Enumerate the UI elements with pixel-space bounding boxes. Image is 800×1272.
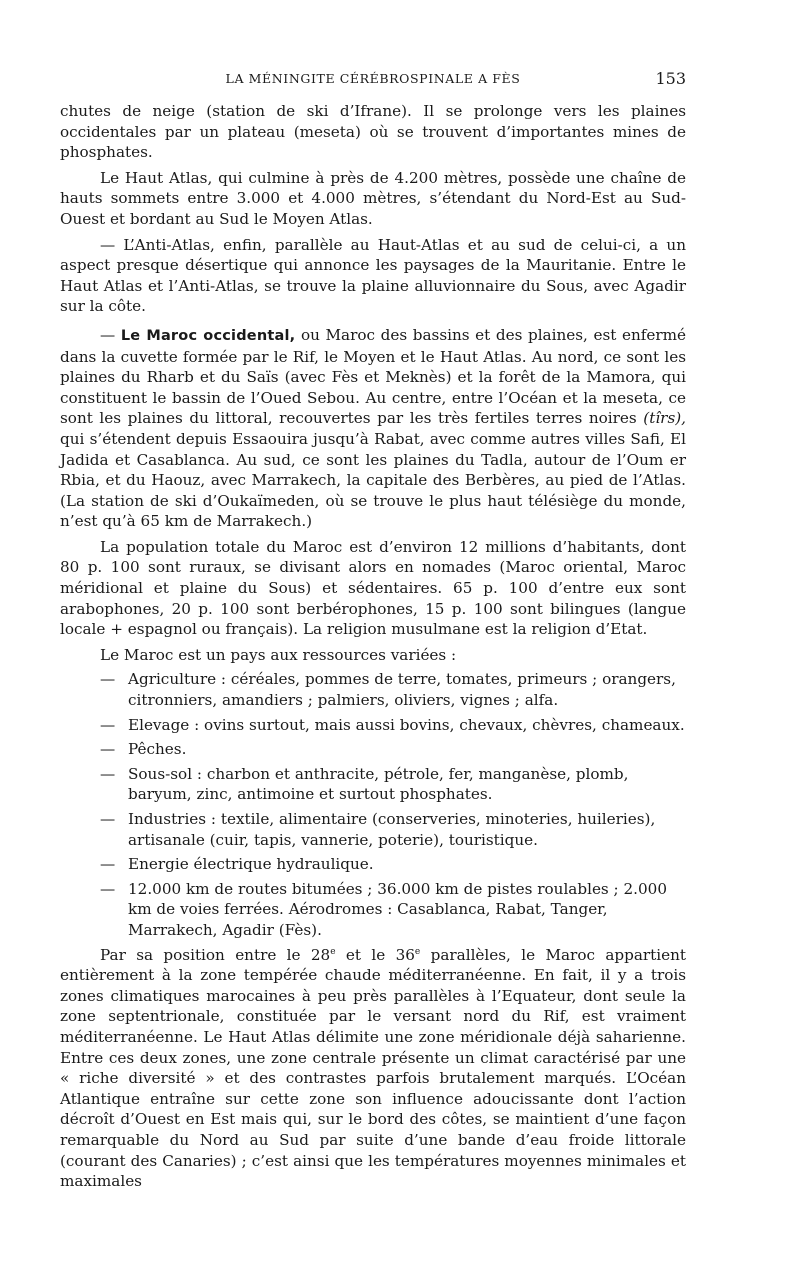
italic-term: (tîrs),	[643, 409, 686, 428]
paragraph-resources-intro: Le Maroc est un pays aux ressources variées :	[100, 645, 457, 664]
list-item-text: Energie électrique hydraulique.	[128, 855, 374, 874]
list-item	[60, 669, 686, 710]
list-item-text: Agriculture : céréales, pommes de terre, tomates, primeurs ; orangers, citronniers, amandiers ; palmiers, oliviers, vignes ; alfa.	[128, 670, 676, 710]
list-dash: —	[100, 715, 116, 734]
body-text	[60, 101, 686, 1192]
list-item-text: 12.000 km de routes bitumées ; 36.000 km de pistes roulables ; 2.000 km de voies ferrées. Aérodromes : Casablanca, Rabat, Tanger, Marrakech, Agadir (Fès).	[128, 879, 667, 939]
page-number: 153	[655, 69, 686, 88]
list-dash: —	[100, 879, 116, 898]
paragraph-continuation: chutes de neige (station de ski d’Ifrane). Il se prolonge vers les plaines occidentales par un plateau (meseta) où se trouvent d’importantes mines de phosphates.	[60, 102, 686, 162]
list-item	[60, 809, 686, 850]
book-page	[60, 66, 686, 1197]
paragraph-climate	[60, 945, 686, 1192]
list-dash: —	[100, 670, 116, 689]
list-item-text: Sous-sol : charbon et anthracite, pétrole, fer, manganèse, plomb, baryum, zinc, antimoine et surtout phosphates.	[128, 764, 629, 804]
list-item	[60, 764, 686, 805]
paragraph-text-part2: et le 36	[335, 945, 415, 964]
list-item	[60, 879, 686, 941]
resources-list	[60, 669, 686, 940]
ordinal-superscript: e	[414, 946, 421, 957]
paragraph-maroc-occidental	[60, 325, 686, 532]
list-item-text: Pêches.	[128, 740, 187, 759]
paragraph-anti-atlas: — L’Anti-Atlas, enfin, parallèle au Haut-Atlas et au sud de celui-ci, a un aspect presque désertique qui annonce les paysages de la Mauritanie. Entre le Haut Atlas et l’Anti-Atlas, se trouve la plaine alluvionnaire du Sous, avec Agadir sur la côte.	[60, 235, 686, 316]
list-item-text: Elevage : ovins surtout, mais aussi bovins, chevaux, chèvres, chameaux.	[128, 715, 685, 734]
running-title: LA MÉNINGITE CÉRÉBROSPINALE A FÈS	[225, 71, 521, 86]
list-dash: —	[100, 855, 116, 874]
list-item-text: Industries : textile, alimentaire (conserveries, minoteries, huileries), artisanale (cuir, tapis, vannerie, poterie), touristique.	[128, 810, 656, 849]
list-item	[60, 854, 686, 875]
list-dash: —	[100, 740, 116, 759]
ordinal-superscript: e	[330, 946, 336, 957]
paragraph-text-part2: qui s’étendent depuis Essaouira jusqu’à Rabat, avec comme autres villes Safi, El Jadida et Casablanca. Au sud, ce sont les plaines du Tadla, autour de l’Oum er Rbia, et du Haouz, avec Marrakech, la capitale des Berbères, au pied de l’Atlas. (La station de ski d’Oukaïmeden, où se trouve le plus haut télésiège du monde, n’est qu’à 65 km de Marrakech.)	[60, 429, 686, 531]
section-lead-heading: Le Maroc occidental,	[120, 327, 296, 344]
paragraph-text-part3: parallèles, le Maroc appartient entièrement à la zone tempérée chaude méditerranéenne. En fait, il y a trois zones climatiques marocaines à peu près parallèles à l’Equateur, dont seule la zone septentrionale, constituée par le versant nord du Rif, est vraiment méditerranéenne. Le Haut Atlas délimite une zone méridionale déjà saharienne. Entre ces deux zones, une zone centrale présente un climat caractérisé par une « riche diversité » et des contrastes parfois brutalement marqués. L’Océan Atlantique entraîne sur cette zone son influence adoucissante dont l’action décroît d’Ouest en Est mais qui, sur le bord des côtes, se maintient d’une façon remarquable du Nord au Sud par suite d’une bande d’eau froide littorale (courant des Canaries) ; c’est ainsi que les températures moyennes minimales et maximales	[60, 945, 686, 1191]
list-item	[60, 739, 686, 760]
list-dash: —	[100, 810, 116, 828]
running-header	[60, 66, 686, 92]
paragraph-text-part1: ou Maroc des bassins et des plaines, est enfermé dans la cuvette formée par le Rif, le Moyen et le Haut Atlas. Au nord, ce sont les plaines du Rharb et du Saïs (avec Fès et Meknès) et la forêt de la Mamora, qui constituent le bassin de l’Oued Sebou. Au centre, entre l’Océan et la meseta, ce sont les plaines du littoral, recouvertes par les très fertiles terres noires	[60, 325, 687, 428]
paragraph-haut-atlas: Le Haut Atlas, qui culmine à près de 4.200 mètres, possède une chaîne de hauts sommets entre 3.000 et 4.000 mètres, s’étendant du Nord-Est au Sud-Ouest et bordant au Sud le Moyen Atlas.	[60, 168, 686, 228]
list-dash: —	[100, 764, 116, 783]
paragraph-population: La population totale du Maroc est d’environ 12 millions d’habitants, dont 80 p. 100 sont ruraux, se divisant alors en nomades (Maroc oriental, Maroc méridional et plaine du Sous) et sédentaires. 65 p. 100 d’entre eux sont arabophones, 20 p. 100 sont berbérophones, 15 p. 100 sont bilingues (langue locale + espagnol ou français). La religion musulmane est la religion d’Etat.	[60, 537, 686, 639]
list-item	[60, 715, 686, 736]
em-dash: —	[100, 325, 121, 344]
paragraph-text-part1: Par sa position entre le 28	[100, 945, 331, 964]
